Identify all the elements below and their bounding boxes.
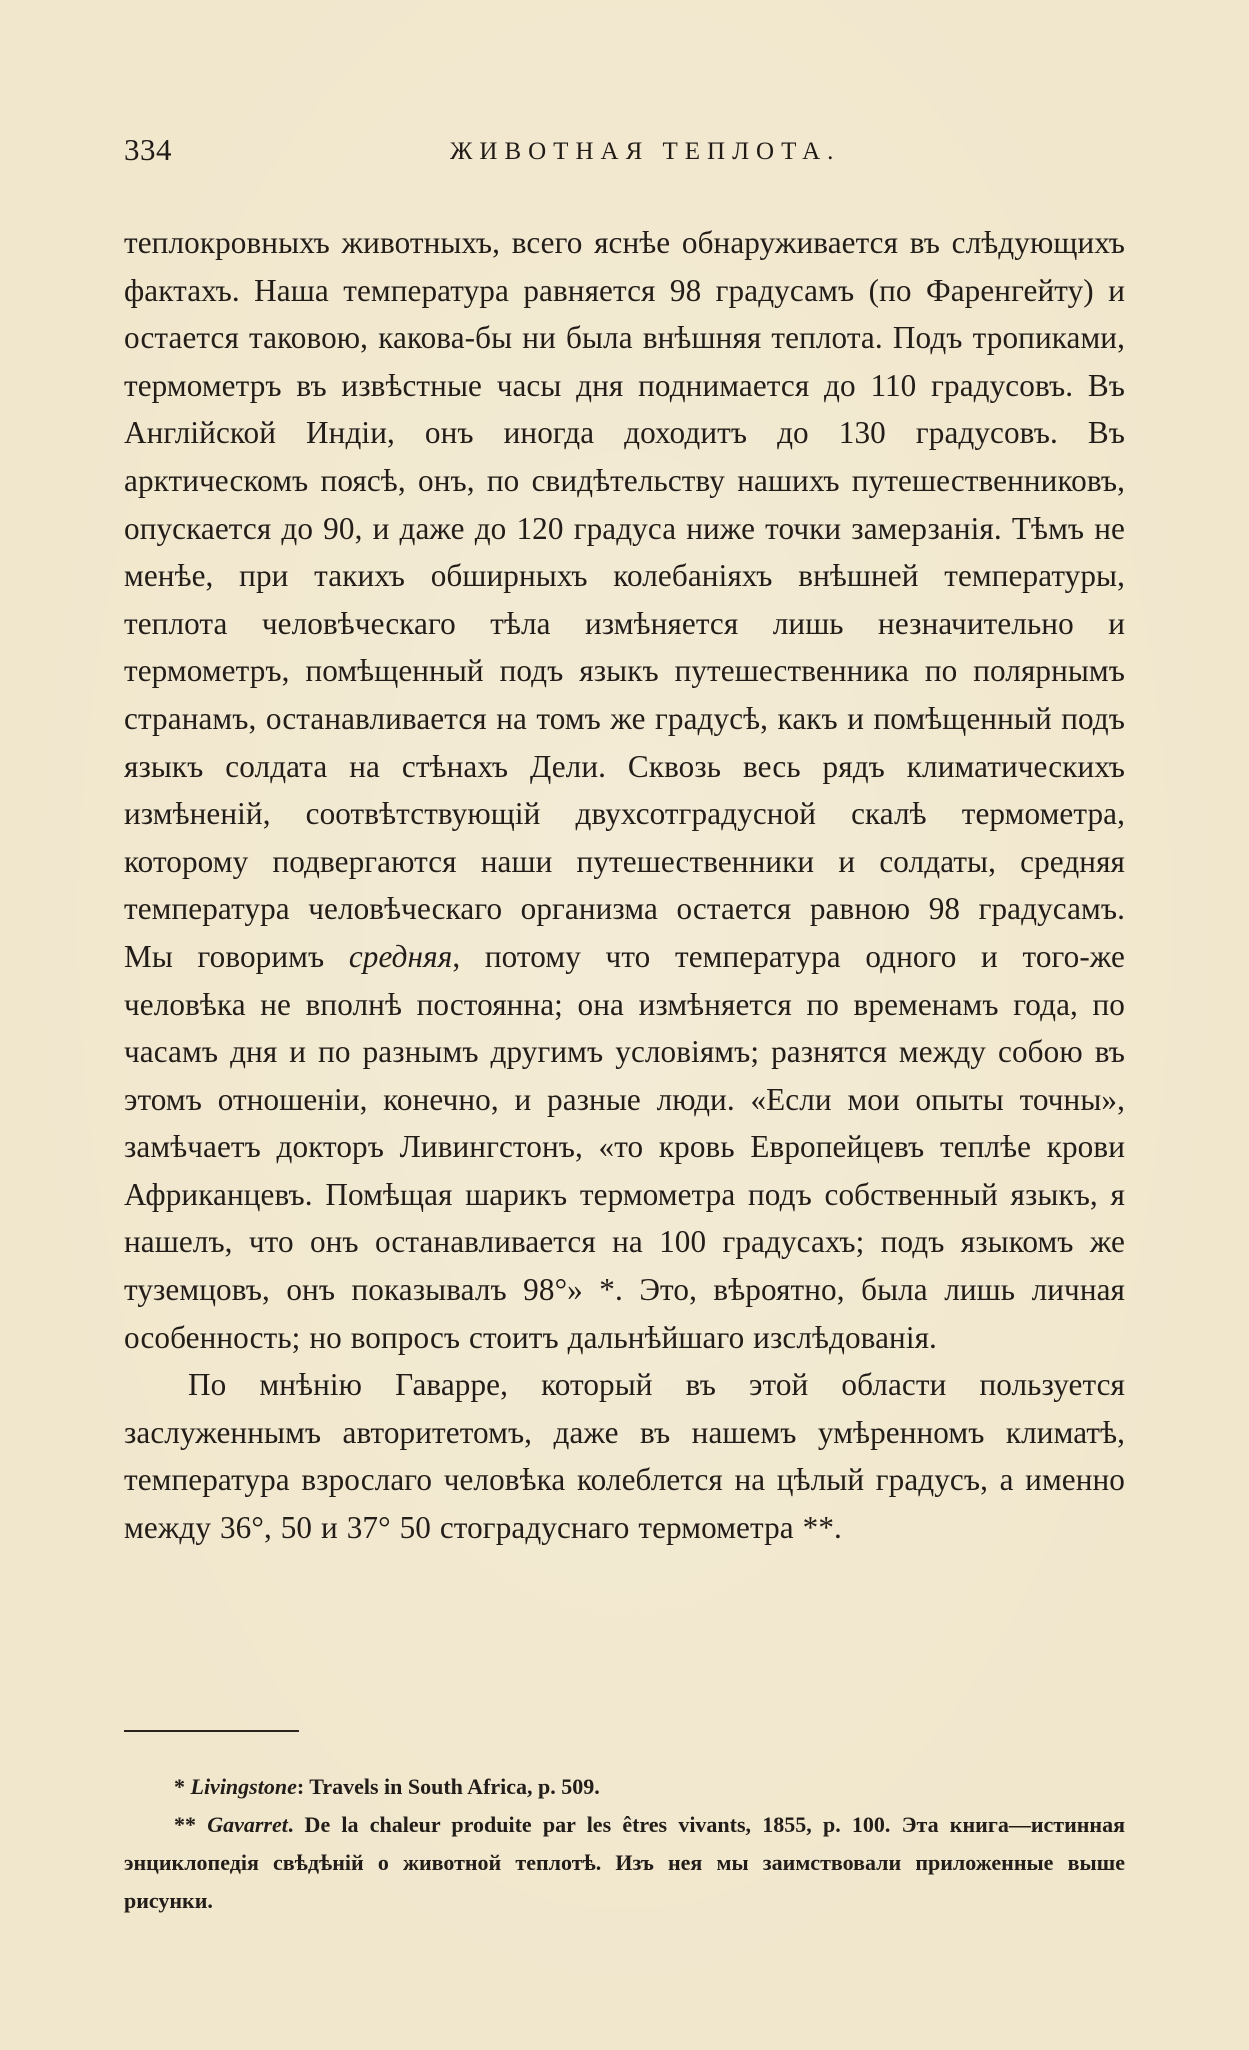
footnote-text: : Travels in South Africa, p. 509.: [296, 1774, 600, 1799]
main-text: [124, 219, 1125, 1552]
footnote-marker: **: [174, 1812, 196, 1837]
italic-emphasis: средняя: [348, 938, 453, 974]
paragraph-1-text-end: , потому что температура одного и того-же человѣка не вполнѣ постоянна; она измѣняется по временамъ года, по часамъ дня и по разнымъ другимъ условіямъ; разнятся между собою въ этомъ отношеніи, конечно, и разные люди. «Если мои опыты точны», замѣчаетъ докторъ Ливингстонъ, «то кровь Европейцевъ теплѣе крови Африканцевъ. Помѣщая шарикъ термометра подъ собственный языкъ, я нашелъ, что онъ останавливается на 100 градусахъ; подъ языкомъ же туземцовъ, онъ показывалъ 98°» *. Это, вѣроятно, была лишь личная особенность; но вопросъ стоитъ дальнѣйшаго изслѣдованія.: [124, 938, 1125, 1355]
footnote-text: . De la chaleur produite par les êtres vivants, 1855, p. 100. Эта книга—истинная энциклопедія свѣдѣній о животной теплотѣ. Изъ нея мы заимствовали приложенные выше рисунки.: [124, 1812, 1125, 1913]
footnote-author: Livingstone: [190, 1774, 297, 1799]
running-header: [124, 132, 1124, 172]
paragraph-2: По мнѣнію Гаварре, который въ этой области пользуется заслуженнымъ авторитетомъ, даже въ нашемъ умѣренномъ климатѣ, температура взрослаго человѣка колеблется на цѣлый градусъ, а именно между 36°, 50 и 37° 50 стоградуснаго термометра **.: [124, 1367, 1125, 1546]
page-header-title: ЖИВОТНАЯ ТЕПЛОТА.: [450, 138, 841, 165]
page-number: 334: [124, 132, 172, 167]
footnote-gavarret: [124, 1806, 1125, 1920]
footnote-divider: [124, 1730, 299, 1732]
footnote-marker: *: [174, 1774, 185, 1799]
paragraph-1: [124, 219, 1125, 1361]
footnotes: [124, 1768, 1125, 1920]
footnote-livingstone: [124, 1768, 1125, 1806]
footnote-author: Gavarret: [207, 1812, 288, 1837]
paragraph-1-text-start: теплокровныхъ животныхъ, всего яснѣе обнаруживается въ слѣдующихъ фактахъ. Наша температура равняется 98 градусамъ (по Фаренгейту) и остается таковою, какова-бы ни была внѣшняя теплота. Подъ тропиками, термометръ въ извѣстные часы дня поднимается до 110 градусовъ. Въ Англійской Индіи, онъ иногда доходитъ до 130 градусовъ. Въ арктическомъ поясѣ, онъ, по свидѣтельству нашихъ путешественниковъ, опускается до 90, и даже до 120 градуса ниже точки замерзанія. Тѣмъ не менѣе, при такихъ обширныхъ колебаніяхъ внѣшней температуры, теплота человѣческаго тѣла измѣняется лишь незначительно и термометръ, помѣщенный подъ языкъ путешественника по полярнымъ странамъ, останавливается на томъ же градусѣ, какъ и помѣщенный подъ языкъ солдата на стѣнахъ Дели. Сквозь весь рядъ климатическихъ измѣненій, соотвѣтствующій двухсотградусной скалѣ термометра, которому подвергаются наши путешественники и солдаты, средняя температура человѣческаго организма остается равною 98 градусамъ. Мы говоримъ: [124, 225, 1125, 974]
